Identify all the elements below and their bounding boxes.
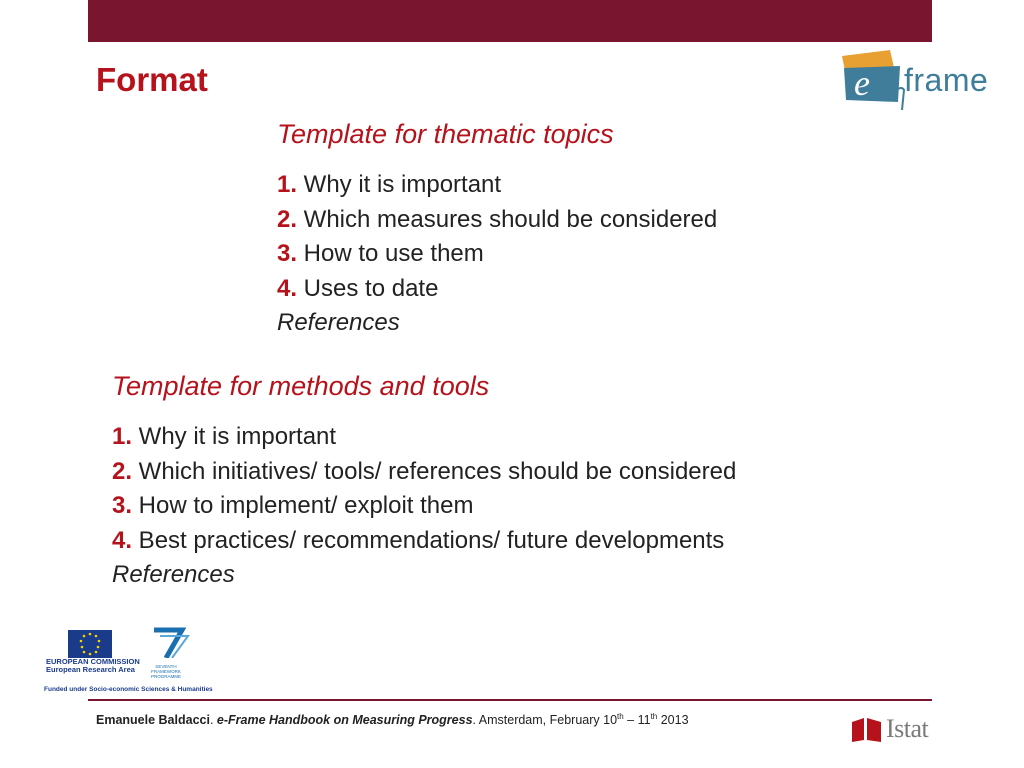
thematic-item <box>277 237 717 272</box>
istat-text: Istat <box>886 714 929 743</box>
thematic-item <box>277 203 717 238</box>
item-number: 3. <box>112 492 133 519</box>
footer-sep: . <box>209 713 217 728</box>
item-number: 4. <box>112 526 133 554</box>
footer-citation <box>96 712 689 727</box>
fp7-icon <box>154 630 188 658</box>
methods-references: References <box>112 561 235 588</box>
footer-dash: – 11 <box>623 713 651 728</box>
fp7-label <box>146 664 186 679</box>
item-text: How to implement/ exploit them <box>132 492 474 519</box>
methods-item <box>112 420 736 455</box>
item-text: How to use them <box>297 240 484 267</box>
istat-logo-icon <box>850 714 886 744</box>
ec-label <box>46 658 140 674</box>
item-text: Why it is important <box>132 423 337 450</box>
fp7-line2: PROGRAMME <box>150 674 181 679</box>
thematic-references: References <box>277 309 400 336</box>
header-bar <box>88 0 932 42</box>
item-number: 3. <box>277 240 298 267</box>
item-number: 1. <box>277 171 298 198</box>
methods-section <box>112 368 736 593</box>
methods-heading: Template for methods and tools <box>112 371 490 401</box>
thematic-section <box>277 116 717 341</box>
footer-book: e-Frame Handbook on Measuring Progress <box>216 713 473 728</box>
logo-letter: e <box>854 63 870 103</box>
logo-text: frame <box>904 62 989 98</box>
item-number: 2. <box>112 457 133 485</box>
footer-sup: th <box>617 712 624 721</box>
ec-line2: European Research Area <box>46 665 135 674</box>
footer-sup: th <box>650 712 658 721</box>
item-number: 1. <box>112 423 133 450</box>
item-text: Why it is important <box>297 171 502 198</box>
istat-logo <box>850 714 934 744</box>
item-number: 4. <box>277 274 298 302</box>
item-text: Uses to date <box>297 274 439 302</box>
methods-item <box>112 489 736 524</box>
methods-item <box>112 524 736 559</box>
item-text: Which initiatives/ tools/ references should be considered <box>132 457 737 485</box>
item-text: Which measures should be considered <box>297 205 718 233</box>
thematic-item <box>277 168 717 203</box>
footer-author: Emanuele Baldacci <box>96 713 210 728</box>
footer-year: 2013 <box>657 713 689 728</box>
thematic-item <box>277 272 717 307</box>
fp7-line1: SEVENTH FRAMEWORK <box>151 664 181 674</box>
ec-line1: EUROPEAN COMMISSION <box>46 657 140 666</box>
methods-item <box>112 455 736 490</box>
e-frame-logo <box>838 46 994 112</box>
funded-label: Funded under Socio-economic Sciences & Humanities <box>44 686 213 693</box>
eu-flag-icon <box>42 624 210 658</box>
footer-divider <box>88 699 932 701</box>
footer-place: . Amsterdam, February 10 <box>472 713 618 728</box>
funding-logos <box>42 624 213 696</box>
slide-title: Format <box>96 61 208 98</box>
thematic-heading: Template for thematic topics <box>277 119 614 149</box>
item-text: Best practices/ recommendations/ future developments <box>132 526 725 554</box>
item-number: 2. <box>277 205 298 233</box>
